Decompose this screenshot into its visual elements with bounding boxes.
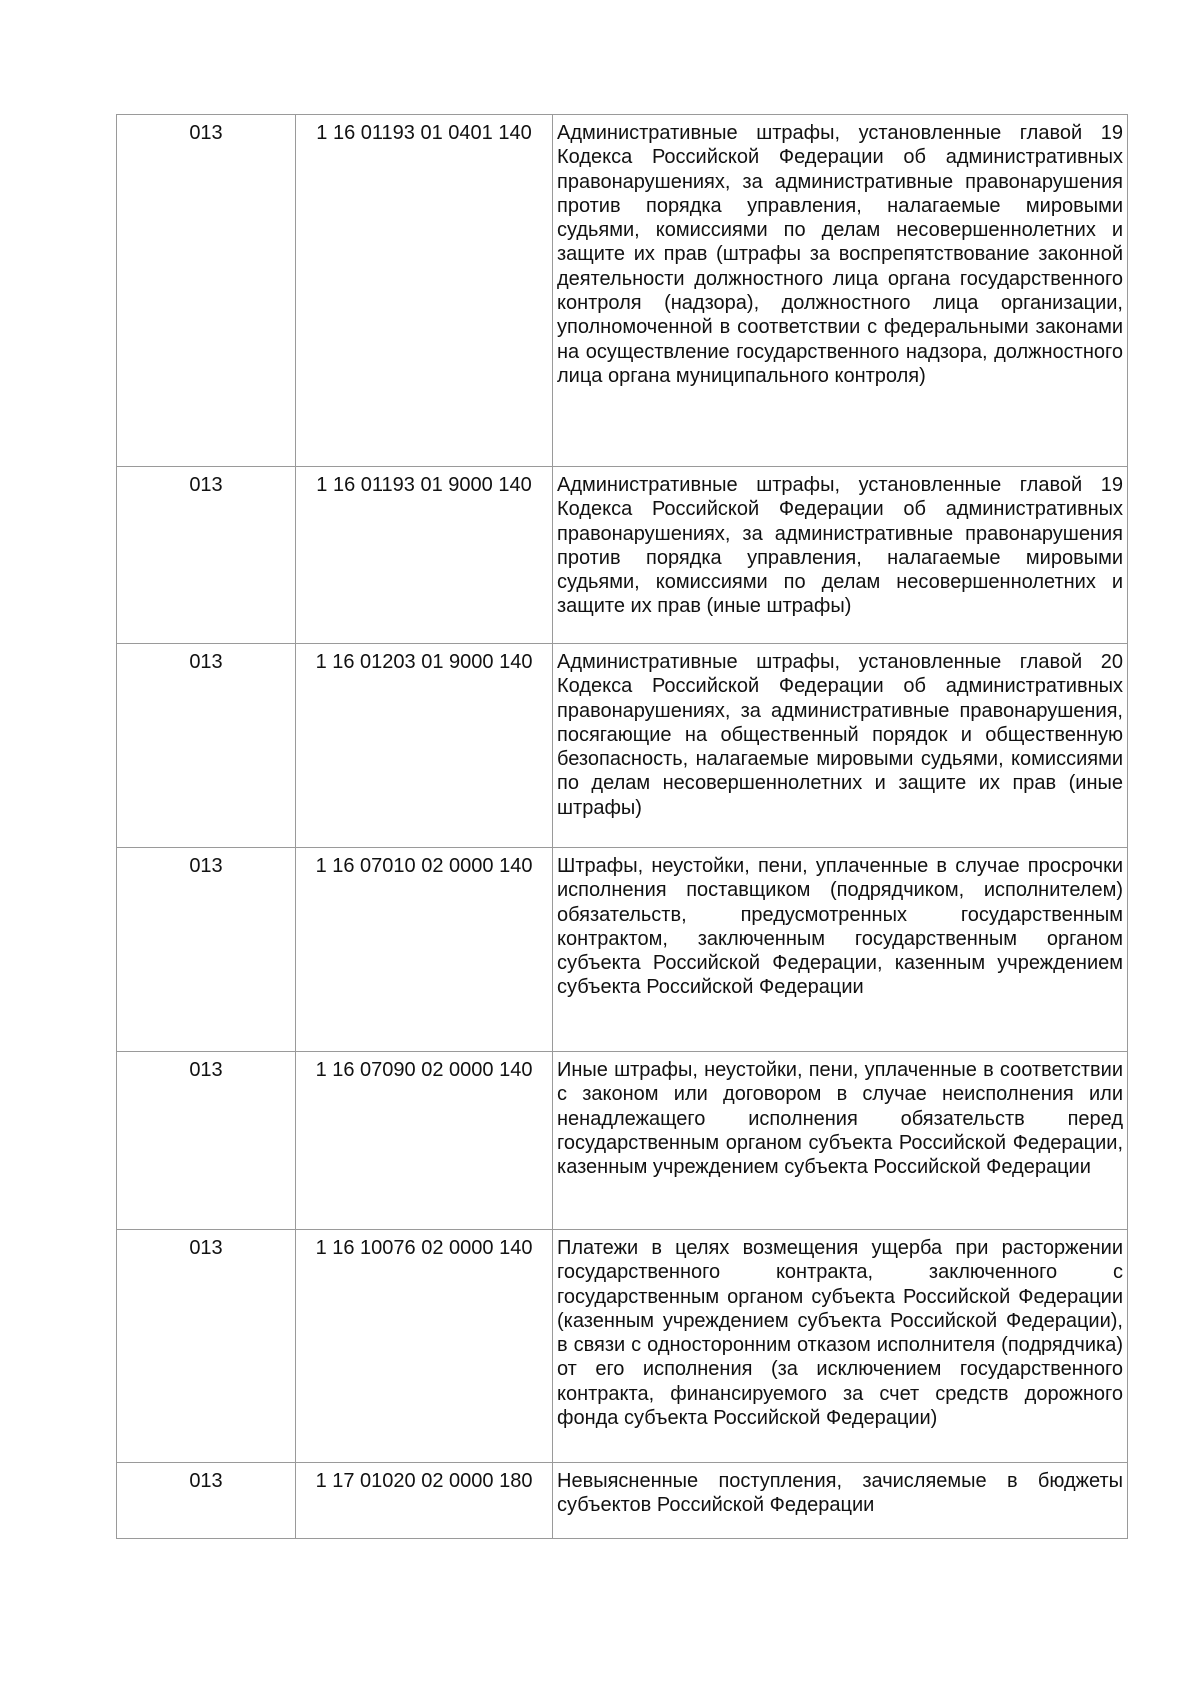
description-cell: Иные штрафы, неустойки, пени, уплаченные в соответствии с законом или договором в случае неисполнения или ненадлежащего исполнения обязательств перед государственным органом субъекта Российской Федерации, казенным учреждением субъекта Российской Федерации	[553, 1052, 1128, 1230]
admin-code-cell: 013	[117, 1052, 296, 1230]
budget-code-cell: 1 16 01193 01 9000 140	[296, 467, 553, 644]
table-row	[117, 644, 1128, 848]
description-cell: Невыясненные поступления, зачисляемые в бюджеты субъектов Российской Федерации	[553, 1463, 1128, 1539]
admin-code-cell: 013	[117, 848, 296, 1052]
admin-code-cell: 013	[117, 1463, 296, 1539]
admin-code-cell: 013	[117, 467, 296, 644]
admin-code-cell: 013	[117, 644, 296, 848]
description-cell: Платежи в целях возмещения ущерба при расторжении государственного контракта, заключенного с государственным органом субъекта Российской Федерации (казенным учреждением субъекта Российской Федерации), в связи с односторонним отказом исполнителя (подрядчика) от его исполнения (за исключением государственного контракта, финансируемого за счет средств дорожного фонда субъекта Российской Федерации)	[553, 1230, 1128, 1463]
budget-code-cell: 1 17 01020 02 0000 180	[296, 1463, 553, 1539]
budget-code-cell: 1 16 01193 01 0401 140	[296, 115, 553, 467]
table-row	[117, 848, 1128, 1052]
description-cell: Административные штрафы, установленные главой 19 Кодекса Российской Федерации об административных правонарушениях, за административные правонарушения против порядка управления, налагаемые мировыми судьями, комиссиями по делам несовершеннолетних и защите их прав (штрафы за воспрепятствование законной деятельности должностного лица органа государственного контроля (надзора), должностного лица организации, уполномоченной в соответствии с федеральными законами на осуществление государственного надзора, должностного лица органа муниципального контроля)	[553, 115, 1128, 467]
admin-code-cell: 013	[117, 115, 296, 467]
description-cell: Административные штрафы, установленные главой 20 Кодекса Российской Федерации об административных правонарушениях, за административные правонарушения, посягающие на общественный порядок и общественную безопасность, налагаемые мировыми судьями, комиссиями по делам несовершеннолетних и защите их прав (иные штрафы)	[553, 644, 1128, 848]
table-row	[117, 467, 1128, 644]
table-row	[117, 1052, 1128, 1230]
table-row	[117, 115, 1128, 467]
revenue-classification-table	[116, 114, 1128, 1539]
budget-code-cell: 1 16 01203 01 9000 140	[296, 644, 553, 848]
budget-code-cell: 1 16 07010 02 0000 140	[296, 848, 553, 1052]
table-row	[117, 1463, 1128, 1539]
admin-code-cell: 013	[117, 1230, 296, 1463]
description-cell: Административные штрафы, установленные главой 19 Кодекса Российской Федерации об административных правонарушениях, за административные правонарушения против порядка управления, налагаемые мировыми судьями, комиссиями по делам несовершеннолетних и защите их прав (иные штрафы)	[553, 467, 1128, 644]
table-row	[117, 1230, 1128, 1463]
description-cell: Штрафы, неустойки, пени, уплаченные в случае просрочки исполнения поставщиком (подрядчиком, исполнителем) обязательств, предусмотренных государственным контрактом, заключенным государственным органом субъекта Российской Федерации, казенным учреждением субъекта Российской Федерации	[553, 848, 1128, 1052]
budget-code-cell: 1 16 10076 02 0000 140	[296, 1230, 553, 1463]
budget-code-cell: 1 16 07090 02 0000 140	[296, 1052, 553, 1230]
